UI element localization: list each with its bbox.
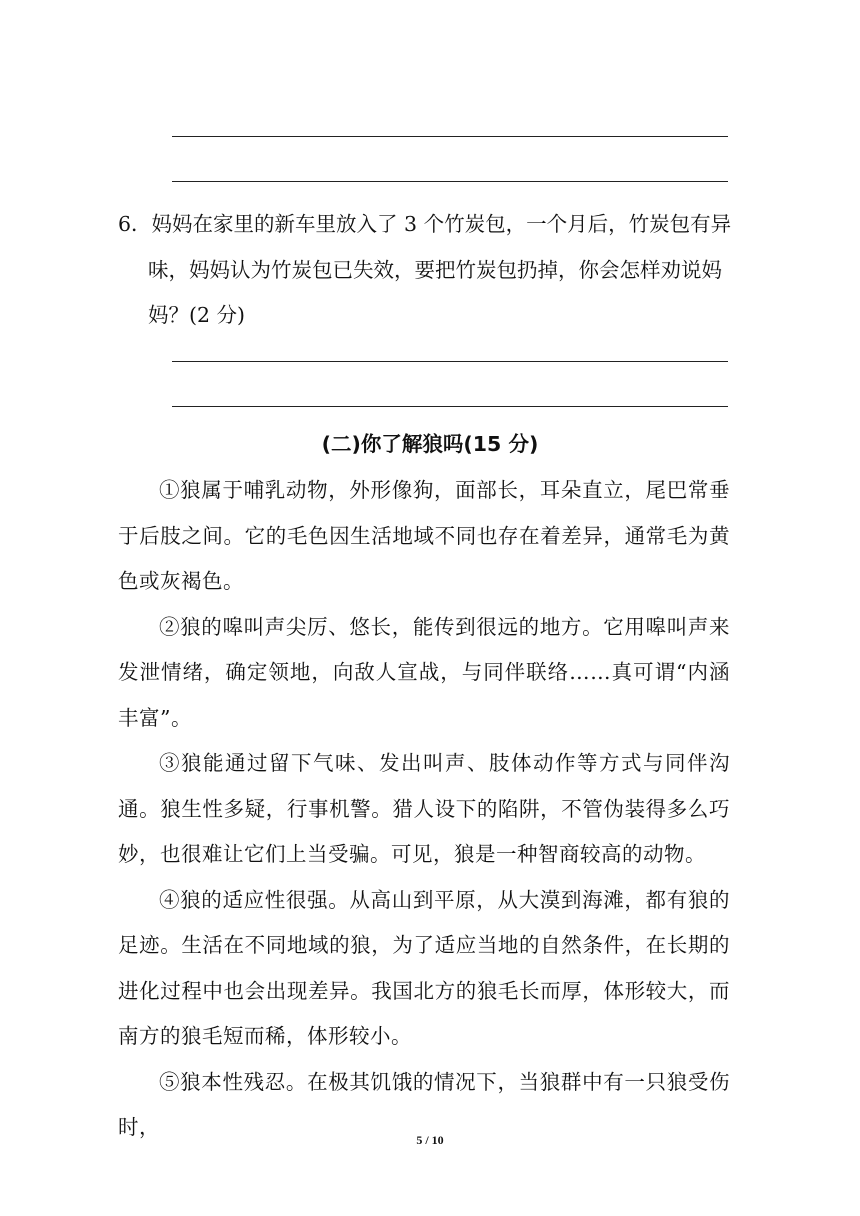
- question-6-line-2: 味，妈妈认为竹炭包已失效，要把竹炭包扔掉，你会怎样劝说妈: [148, 258, 722, 282]
- paragraph-1: ①狼属于哺乳动物，外形像狗，面部长，耳朵直立，尾巴常垂于后肢之间。它的毛色因生活地域不同也存在着差异，通常毛为黄色或灰褐色。: [118, 478, 730, 593]
- answer-line: [172, 361, 728, 362]
- paragraph-2: ②狼的嗥叫声尖厉、悠长，能传到很远的地方。它用嗥叫声来发泄情绪，确定领地，向敌人宣战，与同伴联络……真可谓“内涵丰富”。: [118, 614, 730, 730]
- paragraph-3: ③狼能通过留下气味、发出叫声、肢体动作等方式与同伴沟通。狼生性多疑，行事机警。猎人设下的陷阱，不管伪装得多么巧妙，也很难让它们上当受骗。可见，狼是一种智商较高的动物。: [118, 751, 730, 866]
- page-number: 5 / 10: [416, 1133, 444, 1147]
- paragraph-4: ④狼的适应性很强。从高山到平原，从大漠到海滩，都有狼的足迹。生活在不同地域的狼，为了适应当地的自然条件，在长期的进化过程中也会出现差异。我国北方的狼毛长而厚，体形较大，而南方的狼毛短而稀，体形较小。: [118, 887, 730, 1048]
- question-6-line-3: 妈？(2 分): [148, 303, 246, 327]
- reading-passage: [118, 468, 730, 1151]
- answer-line: [172, 406, 728, 407]
- question-6-line-1: 6．妈妈在家里的新车里放入了 3 个竹炭包，一个月后，竹炭包有异: [118, 212, 732, 236]
- answer-line: [172, 181, 728, 182]
- section-title: (二)你了解狼吗(15 分): [321, 432, 539, 456]
- paragraph-5: ⑤狼本性残忍。在极其饥饿的情况下，当狼群中有一只狼受伤时，: [118, 1069, 730, 1139]
- answer-line: [172, 136, 728, 137]
